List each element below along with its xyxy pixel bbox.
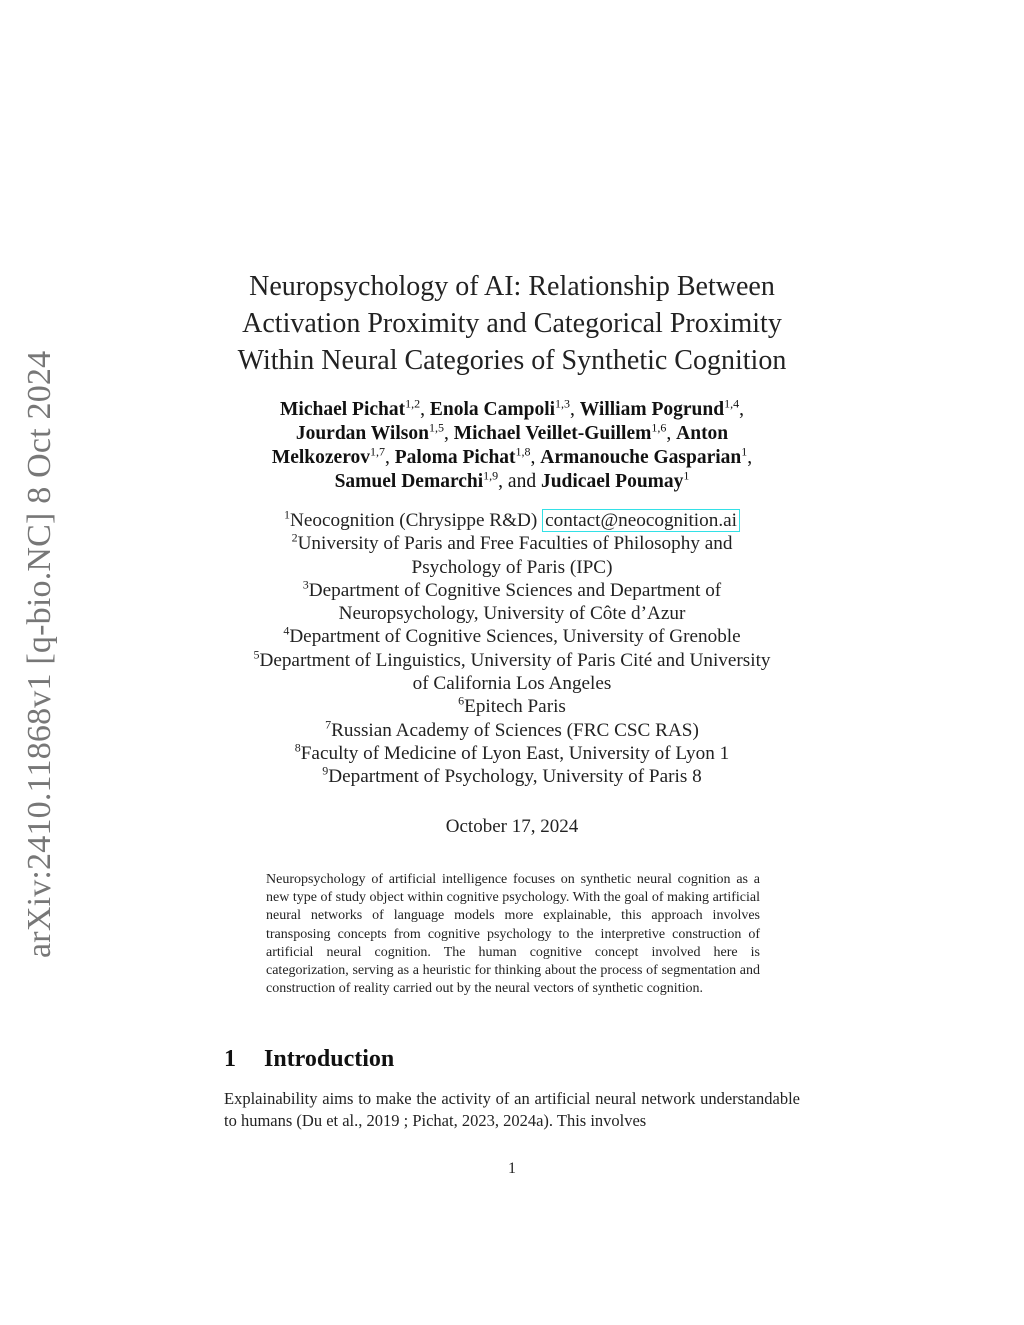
author-affil-mark: 1,3 xyxy=(555,396,571,411)
author-name: Michael Veillet-Guillem xyxy=(453,423,652,444)
title-line: Within Neural Categories of Synthetic Cognition xyxy=(237,345,787,376)
author-affil-mark: 1 xyxy=(741,444,748,459)
author-list xyxy=(200,398,824,494)
author-name: Jourdan Wilson xyxy=(295,423,429,444)
affil-text: Faculty of Medicine of Lyon East, University of Lyon 1 xyxy=(300,742,730,764)
author-affil-mark: 1,6 xyxy=(651,420,667,435)
affil-text: Department of Cognitive Sciences, University of Grenoble xyxy=(289,626,741,648)
affil-text: Neuropsychology, University of Côte d’Azur xyxy=(338,603,686,625)
author-affil-mark: 1,2 xyxy=(405,396,421,411)
affil-mark: 2 xyxy=(291,530,298,545)
affil-mark: 6 xyxy=(458,693,465,708)
title-line: Neuropsychology of AI: Relationship Between xyxy=(249,271,775,302)
publication-date: October 17, 2024 xyxy=(445,816,579,837)
author-line: Melkozerov$^{1,7}$, Paloma Pichat$^{1,8}$, Armanouche Gasparian$^1$, xyxy=(271,444,753,468)
author-name-last-part: Melkozerov xyxy=(271,447,371,468)
author-name: Paloma Pichat xyxy=(394,447,516,468)
affil-mark: 4 xyxy=(283,624,290,639)
author-affil-mark: 1,4 xyxy=(724,396,740,411)
author-affil-mark: 1,8 xyxy=(515,444,531,459)
affil-mark: 1 xyxy=(284,507,290,522)
affiliation-4 xyxy=(200,625,824,648)
author-name: Enola Campoli xyxy=(429,399,556,420)
author-name: Michael Pichat xyxy=(280,399,406,420)
author-name-first-part: Anton xyxy=(676,423,729,444)
and-separator: , and xyxy=(498,471,541,492)
affiliation-5 xyxy=(200,649,824,672)
author-line: Michael Pichat$^{1,2}$, Enola Campoli$^{1,3}$, William Pogrund$^{1,4}$, xyxy=(280,396,744,420)
author-affil-mark: 1 xyxy=(683,468,690,483)
intro-paragraph: Explainability aims to make the activity of an artificial neural network understandable to humans (Du et al., 2019 ; Pichat, 2023, 2024a). This involves xyxy=(224,1089,800,1130)
author-affil-mark: 1,5 xyxy=(428,420,444,435)
affiliation-8 xyxy=(200,742,824,765)
affil-text: Department of Linguistics, University of Paris Cité and University xyxy=(259,649,771,671)
affiliation-2-cont xyxy=(200,556,824,579)
affil-mark: 7 xyxy=(325,717,332,732)
author-line: Jourdan Wilson$^{1,5}$, Michael Veillet-Guillem$^{1,6}$, Anton xyxy=(295,420,729,444)
paper-title xyxy=(200,268,824,379)
affiliation-2 xyxy=(200,532,824,555)
affiliation-list xyxy=(200,509,824,789)
section-heading xyxy=(224,1043,394,1075)
affil-mark: 8 xyxy=(294,740,301,755)
affil-text: University of Paris and Free Faculties of Philosophy and xyxy=(297,533,733,555)
page-number: 1 xyxy=(508,1160,516,1177)
author-affil-mark: 1,7 xyxy=(370,444,386,459)
affil-text: Department of Psychology, University of Paris 8 xyxy=(328,766,702,788)
affil-text: of California Los Angeles xyxy=(412,673,612,695)
abstract: Neuropsychology of artificial intelligence focuses on synthetic neural cognition as a new type of study object within cognitive psychology. With the goal of making artificial neural networks of language models more explainable, this approach involves transposing concepts from cognitive psychology to the interpretive construction of artificial neural cognition. The human cognitive concept involved here is categorization, serving as a heuristic for thinking about the process of segmentation and construction of reality carried out by the neural vectors of synthetic cognition. xyxy=(266,872,760,997)
arxiv-identifier: arXiv:2410.11868v1 [q-bio.NC] 8 Oct 2024 xyxy=(21,350,58,958)
affil-text: Department of Cognitive Sciences and Department of xyxy=(308,579,722,601)
affiliation-3-cont xyxy=(200,602,824,625)
section-title: Introduction xyxy=(264,1046,395,1072)
affiliation-1 xyxy=(200,509,824,532)
affiliation-6 xyxy=(200,695,824,718)
affiliation-7 xyxy=(200,719,824,742)
affiliation-5-cont xyxy=(200,672,824,695)
affil-mark: 3 xyxy=(302,577,309,592)
author-name: Judicael Poumay xyxy=(540,471,684,492)
author-affil-mark: 1,9 xyxy=(483,468,499,483)
affiliation-3 xyxy=(200,579,824,602)
affil-text: Epitech Paris xyxy=(464,696,566,718)
affil-text: Russian Academy of Sciences (FRC CSC RAS) xyxy=(331,719,699,741)
title-line: Activation Proximity and Categorical Proximity xyxy=(242,308,782,339)
affil-mark: 5 xyxy=(253,647,260,662)
section-number: 1 xyxy=(224,1046,236,1072)
author-name: Armanouche Gasparian xyxy=(540,447,742,468)
contact-email-link[interactable]: contact@neocognition.ai xyxy=(542,509,740,532)
affil-text: Neocognition (Chrysippe R&D) xyxy=(290,510,538,531)
author-name: Samuel Demarchi xyxy=(334,471,484,492)
affil-mark: 9 xyxy=(322,763,329,778)
affiliation-9 xyxy=(200,765,824,788)
author-line xyxy=(200,470,824,494)
affil-text: Psychology of Paris (IPC) xyxy=(411,556,613,578)
author-name: William Pogrund xyxy=(579,399,725,420)
